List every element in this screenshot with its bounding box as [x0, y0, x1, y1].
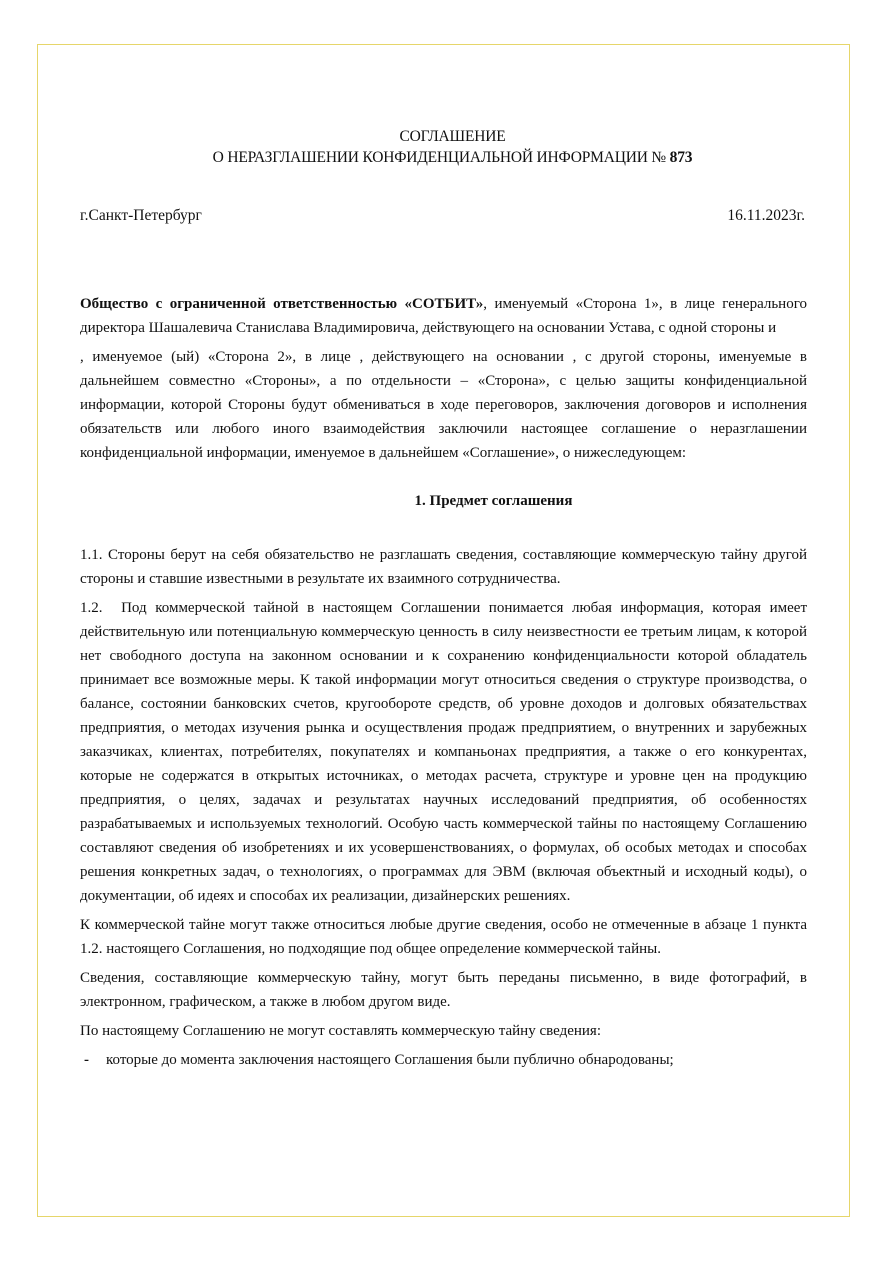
clause-1-1: 1.1. Стороны берут на себя обязательство не разглашать сведения, составляющие коммерческую тайну другой стороны и ставшие известными в результате их взаимного сотрудничества.: [80, 547, 807, 587]
bullet-dash: -: [84, 1052, 89, 1068]
document-date: 16.11.2023г.: [727, 207, 805, 224]
document-body: [80, 126, 807, 1072]
list-item-text: которые до момента заключения настоящего Соглашения были публично обнародованы;: [106, 1052, 674, 1068]
paragraph-other-info: К коммерческой тайне могут также относиться любые другие сведения, особо не отмеченные в абзаце 1 пункта 1.2. настоящего Соглашения, но подходящие под общее определение коммерческой тайны.: [80, 917, 807, 957]
paragraph-transfer: Сведения, составляющие коммерческую тайну, могут быть переданы письменно, в виде фотографий, в электронном, графическом, а также в любом другом виде.: [80, 970, 807, 1010]
intro-paragraph: [80, 292, 807, 340]
city-date-row: [80, 204, 807, 228]
title-line-2: [98, 147, 807, 168]
section-1-heading: 1. Предмет соглашения: [414, 493, 573, 509]
parties-paragraph: , именуемое (ый) «Сторона 2», в лице , действующего на основании , с другой стороны, именуемые в дальнейшем совместно «Стороны», а по отдельности – «Сторона», с целью защиты конфиденциальной информации, которой Стороны будут обмениваться в ходе переговоров, заключения договоров и исполнения обязательств или любого иного взаимодействия заключили настоящее соглашение о неразглашении конфиденциальной информации, именуемое в дальнейшем «Соглашение», о нижеследующем:: [80, 349, 807, 461]
clause-1-2-number: 1.2.: [80, 600, 103, 616]
intro-text: , именуемый «Сторона 1», в лице генерального директора Шашалевича Станислава Владимировича, действующего на основании Устава, с одной стороны и: [80, 296, 807, 336]
title-line-2-text: О НЕРАЗГЛАШЕНИИ КОНФИДЕНЦИАЛЬНОЙ ИНФОРМАЦИИ №: [212, 149, 670, 166]
title-line-1: СОГЛАШЕНИЕ: [399, 128, 506, 145]
list-item: [80, 1048, 807, 1072]
clause-1-2-text: Под коммерческой тайной в настоящем Соглашении понимается любая информация, которая имеет действительную или потенциальную коммерческую ценность в силу неизвестности ее третьим лицам, к которой нет свободного доступа на законном основании и к сохранению конфиденциальности которой обладатель принимает все возможные меры. К такой информации могут относиться сведения о структуре производства, о балансе, состоянии банковских счетов, кругообороте средств, об уровне доходов и долговых обязательствах предприятия, о методах изучения рынка и осуществления продаж предприятием, о внутренних и зарубежных заказчиках, клиентах, потребителях, покупателях и компаньонах предприятия, а также о его конкурентах, которые не содержатся в открытых источниках, о методах расчета, структуре и уровне цен на продукцию предприятия, о целях, задачах и результатах научных исследований предприятия, об особенностях разрабатываемых и используемых технологий. Особую часть коммерческой тайны по настоящему Соглашению составляют сведения об изобретениях и их усовершенствованиях, о формулах, об особых методах и способах решения конкретных задач, о технологиях, о программах для ЭВМ (включая объектный и исходный коды), о документации, об идеях и способах их реализации, дизайнерских решениях.: [80, 600, 808, 904]
company-name: Общество с ограниченной ответственностью «СОТБИТ»: [80, 296, 484, 312]
agreement-number: 873: [669, 149, 693, 166]
clause-1-2: [80, 596, 807, 908]
paragraph-exclusions: По настоящему Соглашению не могут составлять коммерческую тайну сведения:: [80, 1023, 601, 1039]
city: г.Санкт-Петербург: [80, 207, 202, 224]
document-title: [98, 126, 807, 168]
